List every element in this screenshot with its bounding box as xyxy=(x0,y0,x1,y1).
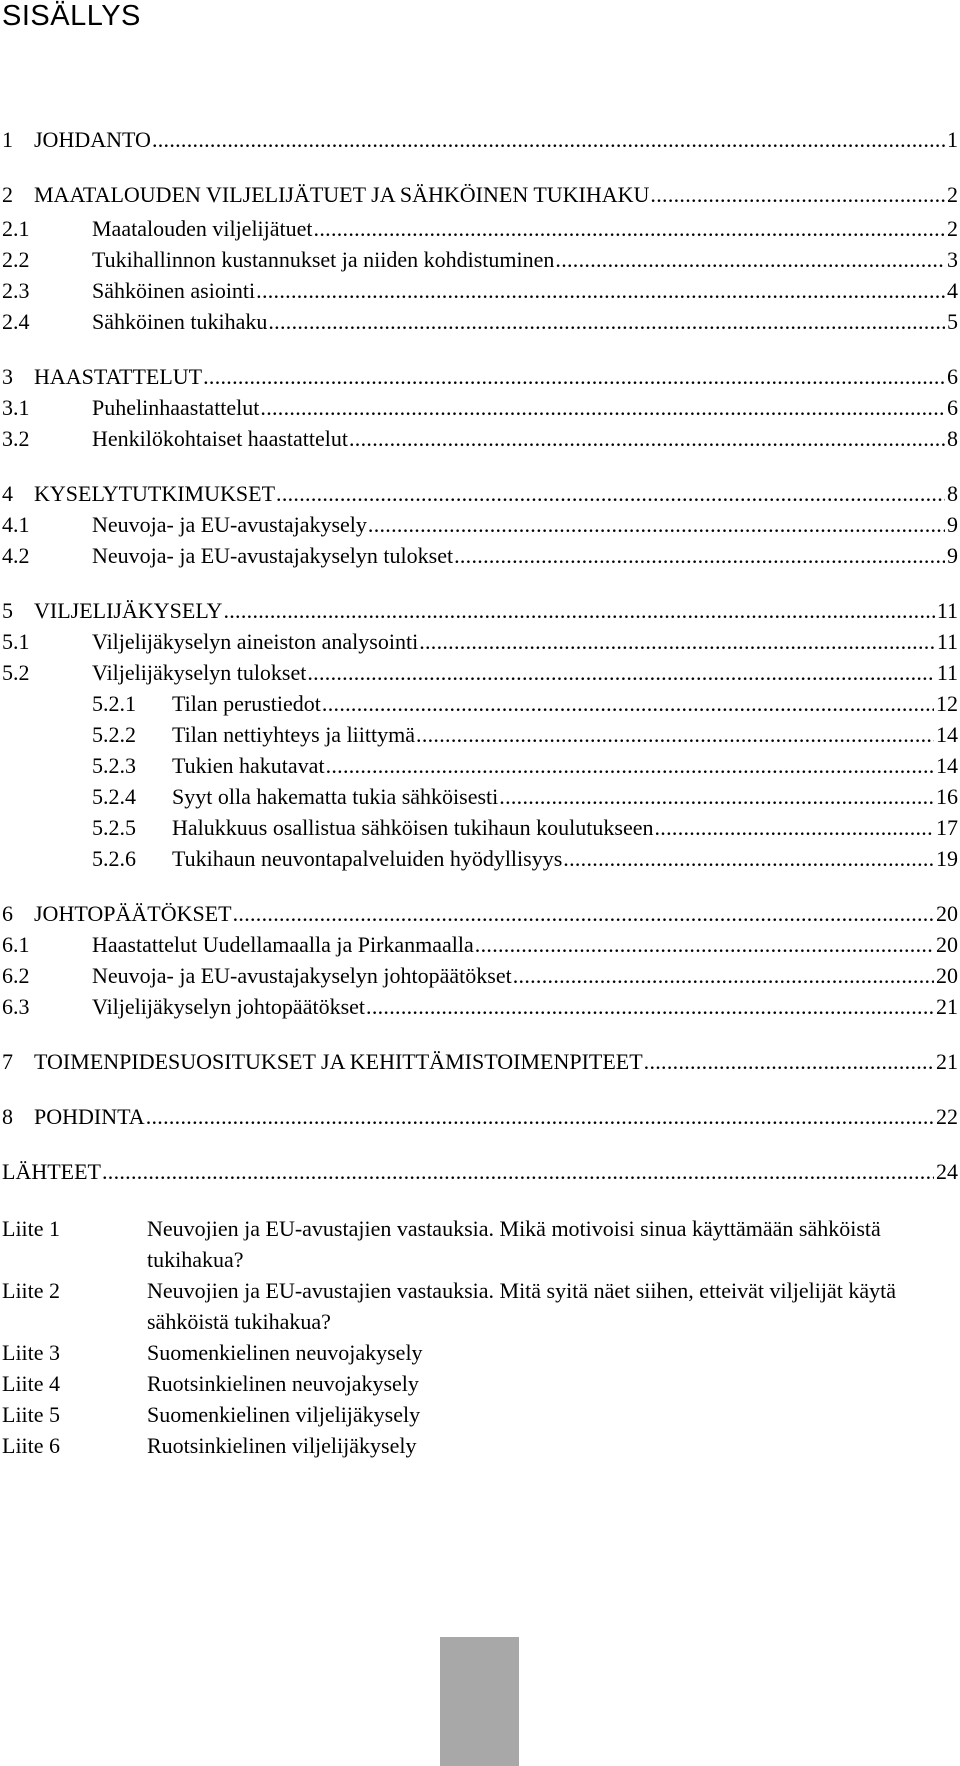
dot-leader xyxy=(419,627,935,657)
dot-leader xyxy=(260,393,945,423)
toc-entry-title: MAATALOUDEN VILJELIJÄTUET JA SÄHKÖINEN TUKIHAKU xyxy=(34,182,650,207)
toc-entry-page: 11 xyxy=(936,660,958,685)
annex-label: Liite 6 xyxy=(2,1433,61,1458)
dot-leader xyxy=(475,930,934,960)
toc-entry-title: Puhelinhaastattelut xyxy=(92,395,260,420)
dot-leader xyxy=(256,276,945,306)
dot-leader xyxy=(650,180,945,210)
toc-entry-page: 11 xyxy=(936,598,958,623)
dot-leader xyxy=(322,689,934,719)
toc-entry-page: 2 xyxy=(947,216,958,241)
toc-entry[interactable] xyxy=(0,813,958,843)
toc-entry-number: 2.1 xyxy=(2,216,30,241)
page-title: SISÄLLYS xyxy=(2,0,141,32)
dot-leader xyxy=(368,510,945,540)
page-number-box xyxy=(440,1637,519,1766)
toc-entry[interactable] xyxy=(0,1102,958,1132)
toc-entry-number: 3.1 xyxy=(2,395,30,420)
toc-entry-title: KYSELYTUTKIMUKSET xyxy=(34,481,276,506)
toc-entry-number: 5.2.6 xyxy=(92,846,136,871)
toc-entry-title: Viljelijäkyselyn johtopäätökset xyxy=(92,994,366,1019)
toc-entry-title: Sähköinen tukihaku xyxy=(92,309,268,334)
toc-entry-title: JOHDANTO xyxy=(34,127,151,152)
dot-leader xyxy=(366,992,934,1022)
annex-item xyxy=(0,1430,958,1461)
toc-entry[interactable] xyxy=(0,930,958,960)
toc-entry[interactable] xyxy=(0,180,958,210)
toc-entry[interactable] xyxy=(0,689,958,719)
toc-entry-number: 4 xyxy=(2,481,13,506)
toc-entry-page: 20 xyxy=(936,932,958,957)
toc-entry-page: 8 xyxy=(947,426,958,451)
toc-entry-page: 9 xyxy=(947,543,958,568)
toc-entry-page: 20 xyxy=(936,901,958,926)
toc-entry-number: 5 xyxy=(2,598,13,623)
dot-leader xyxy=(152,125,945,155)
toc-entry[interactable] xyxy=(0,276,958,306)
toc-entry-page: 14 xyxy=(936,722,958,747)
toc-entry-page: 6 xyxy=(947,395,958,420)
toc-entry[interactable] xyxy=(0,899,958,929)
toc-entry-number: 5.1 xyxy=(2,629,30,654)
toc-entry-title: Tukihaun neuvontapalveluiden hyödyllisyys xyxy=(172,846,563,871)
toc-entry[interactable] xyxy=(0,782,958,812)
toc-entry-number: 2.3 xyxy=(2,278,30,303)
toc-entry-number: 6.2 xyxy=(2,963,30,988)
toc-entry-page: 9 xyxy=(947,512,958,537)
toc-entry-title: LÄHTEET xyxy=(2,1159,101,1184)
toc-entry-page: 14 xyxy=(936,753,958,778)
toc-entry-number: 3.2 xyxy=(2,426,30,451)
toc-entry-title: Syyt olla hakematta tukia sähköisesti xyxy=(172,784,499,809)
dot-leader xyxy=(454,541,945,571)
dot-leader xyxy=(326,751,934,781)
toc-entry[interactable] xyxy=(0,658,958,688)
dot-leader xyxy=(146,1102,934,1132)
annex-item xyxy=(0,1337,958,1368)
toc-entry-page: 6 xyxy=(947,364,958,389)
toc-entry[interactable] xyxy=(0,720,958,750)
toc-entry-title: Viljelijäkyselyn aineiston analysointi xyxy=(92,629,419,654)
annex-label: Liite 5 xyxy=(2,1402,61,1427)
dot-leader xyxy=(416,720,934,750)
toc-entry-number: 6.3 xyxy=(2,994,30,1019)
toc-entry-page: 1 xyxy=(947,127,958,152)
toc-entry-page: 21 xyxy=(936,1049,958,1074)
toc-entry[interactable] xyxy=(0,307,958,337)
toc-entry-page: 8 xyxy=(947,481,958,506)
toc-entry-number: 2.2 xyxy=(2,247,30,272)
annex-description: Suomenkielinen viljelijäkysely xyxy=(147,1402,421,1427)
toc-entry-title: Sähköinen asiointi xyxy=(92,278,256,303)
toc-entry[interactable] xyxy=(0,1157,958,1187)
toc-entry-number: 1 xyxy=(2,127,13,152)
toc-entry-page: 5 xyxy=(947,309,958,334)
toc-entry[interactable] xyxy=(0,992,958,1022)
dot-leader xyxy=(314,214,945,244)
dot-leader xyxy=(513,961,934,991)
toc-entry-title: Tilan nettiyhteys ja liittymä xyxy=(172,722,416,747)
toc-entry-number: 8 xyxy=(2,1104,13,1129)
dot-leader xyxy=(655,813,935,843)
toc-entry-page: 17 xyxy=(936,815,958,840)
dot-leader xyxy=(349,424,945,454)
dot-leader xyxy=(563,844,934,874)
toc-entry-page: 22 xyxy=(936,1104,958,1129)
annex-item xyxy=(0,1213,958,1275)
toc-entry-page: 24 xyxy=(936,1159,958,1184)
toc-entry-number: 5.2 xyxy=(2,660,30,685)
annex-item xyxy=(0,1275,958,1337)
toc-entry-title: Haastattelut Uudellamaalla ja Pirkanmaalla xyxy=(92,932,474,957)
toc-entry-title: Maatalouden viljelijätuet xyxy=(92,216,313,241)
annex-label: Liite 2 xyxy=(2,1278,61,1303)
toc-entry-title: Neuvoja- ja EU-avustajakyselyn tulokset xyxy=(92,543,454,568)
dot-leader xyxy=(223,596,934,626)
toc-entry-number: 5.2.5 xyxy=(92,815,136,840)
annex-label: Liite 1 xyxy=(2,1216,61,1241)
annex-description: Suomenkielinen neuvojakysely xyxy=(147,1340,423,1365)
annex-description: Neuvojien ja EU-avustajien vastauksia. Mitä syitä näet siihen, etteivät viljelijät käytä sähköistä tukihakua? xyxy=(147,1278,896,1334)
toc-entry-title: Tilan perustiedot xyxy=(172,691,321,716)
toc-entry-page: 19 xyxy=(936,846,958,871)
toc-entry-title: Tukien hakutavat xyxy=(172,753,325,778)
toc-entry-number: 2.4 xyxy=(2,309,30,334)
dot-leader xyxy=(276,479,945,509)
toc-entry[interactable] xyxy=(0,125,958,155)
toc-entry-number: 4.2 xyxy=(2,543,30,568)
toc-entry[interactable] xyxy=(0,214,958,244)
annex-item xyxy=(0,1368,958,1399)
annex-description: Ruotsinkielinen neuvojakysely xyxy=(147,1371,419,1396)
toc-entry-title: Neuvoja- ja EU-avustajakyselyn johtopäätökset xyxy=(92,963,512,988)
toc-entry[interactable] xyxy=(0,424,958,454)
dot-leader xyxy=(555,245,945,275)
toc-entry[interactable] xyxy=(0,362,958,392)
toc-entry-number: 3 xyxy=(2,364,13,389)
toc-entry-page: 16 xyxy=(936,784,958,809)
toc-entry[interactable] xyxy=(0,541,958,571)
dot-leader xyxy=(102,1157,934,1187)
toc-entry-page: 21 xyxy=(936,994,958,1019)
toc-entry-number: 5.2.1 xyxy=(92,691,136,716)
toc-entry-page: 12 xyxy=(936,691,958,716)
toc-entry-page: 11 xyxy=(936,629,958,654)
toc-entry-title: Viljelijäkyselyn tulokset xyxy=(92,660,307,685)
toc-entry-title: TOIMENPIDESUOSITUKSET JA KEHITTÄMISTOIMENPITEET xyxy=(34,1049,643,1074)
toc-entry-number: 4.1 xyxy=(2,512,30,537)
toc-entry-page: 4 xyxy=(947,278,958,303)
toc-entry-number: 6.1 xyxy=(2,932,30,957)
annex-item xyxy=(0,1399,958,1430)
toc-entry-title: JOHTOPÄÄTÖKSET xyxy=(34,901,232,926)
toc-entry-number: 7 xyxy=(2,1049,13,1074)
dot-leader xyxy=(203,362,945,392)
toc-entry-title: VILJELIJÄKYSELY xyxy=(34,598,223,623)
toc-entry[interactable] xyxy=(0,245,958,275)
toc-entry[interactable] xyxy=(0,751,958,781)
toc-entry-number: 5.2.3 xyxy=(92,753,136,778)
toc-entry-page: 2 xyxy=(947,182,958,207)
toc-entry[interactable] xyxy=(0,479,958,509)
dot-leader xyxy=(233,899,934,929)
toc-entry-number: 5.2.4 xyxy=(92,784,136,809)
toc-entry[interactable] xyxy=(0,510,958,540)
dot-leader xyxy=(307,658,934,688)
annex-description: Neuvojien ja EU-avustajien vastauksia. Mikä motivoisi sinua käyttämään sähköistä tukihakua? xyxy=(147,1216,881,1272)
toc-entry-title: Halukkuus osallistua sähköisen tukihaun koulutukseen xyxy=(172,815,654,840)
annex-description: Ruotsinkielinen viljelijäkysely xyxy=(147,1433,417,1458)
dot-leader xyxy=(499,782,934,812)
toc-entry-page: 20 xyxy=(936,963,958,988)
dot-leader xyxy=(268,307,945,337)
toc-entry[interactable] xyxy=(0,961,958,991)
toc-entry-number: 5.2.2 xyxy=(92,722,136,747)
annex-label: Liite 4 xyxy=(2,1371,61,1396)
toc-entry[interactable] xyxy=(0,1047,958,1077)
toc-entry[interactable] xyxy=(0,596,958,626)
toc-entry-title: Henkilökohtaiset haastattelut xyxy=(92,426,348,451)
dot-leader xyxy=(644,1047,934,1077)
annex-label: Liite 3 xyxy=(2,1340,61,1365)
toc-entry-number: 2 xyxy=(2,182,13,207)
toc-entry[interactable] xyxy=(0,844,958,874)
toc-entry-title: Neuvoja- ja EU-avustajakysely xyxy=(92,512,367,537)
toc-entry[interactable] xyxy=(0,627,958,657)
toc-entry-number: 6 xyxy=(2,901,13,926)
toc-entry-title: POHDINTA xyxy=(34,1104,145,1129)
toc-entry[interactable] xyxy=(0,393,958,423)
toc-entry-title: Tukihallinnon kustannukset ja niiden kohdistuminen xyxy=(92,247,555,272)
toc-entry-title: HAASTATTELUT xyxy=(34,364,203,389)
toc-entry-page: 3 xyxy=(947,247,958,272)
